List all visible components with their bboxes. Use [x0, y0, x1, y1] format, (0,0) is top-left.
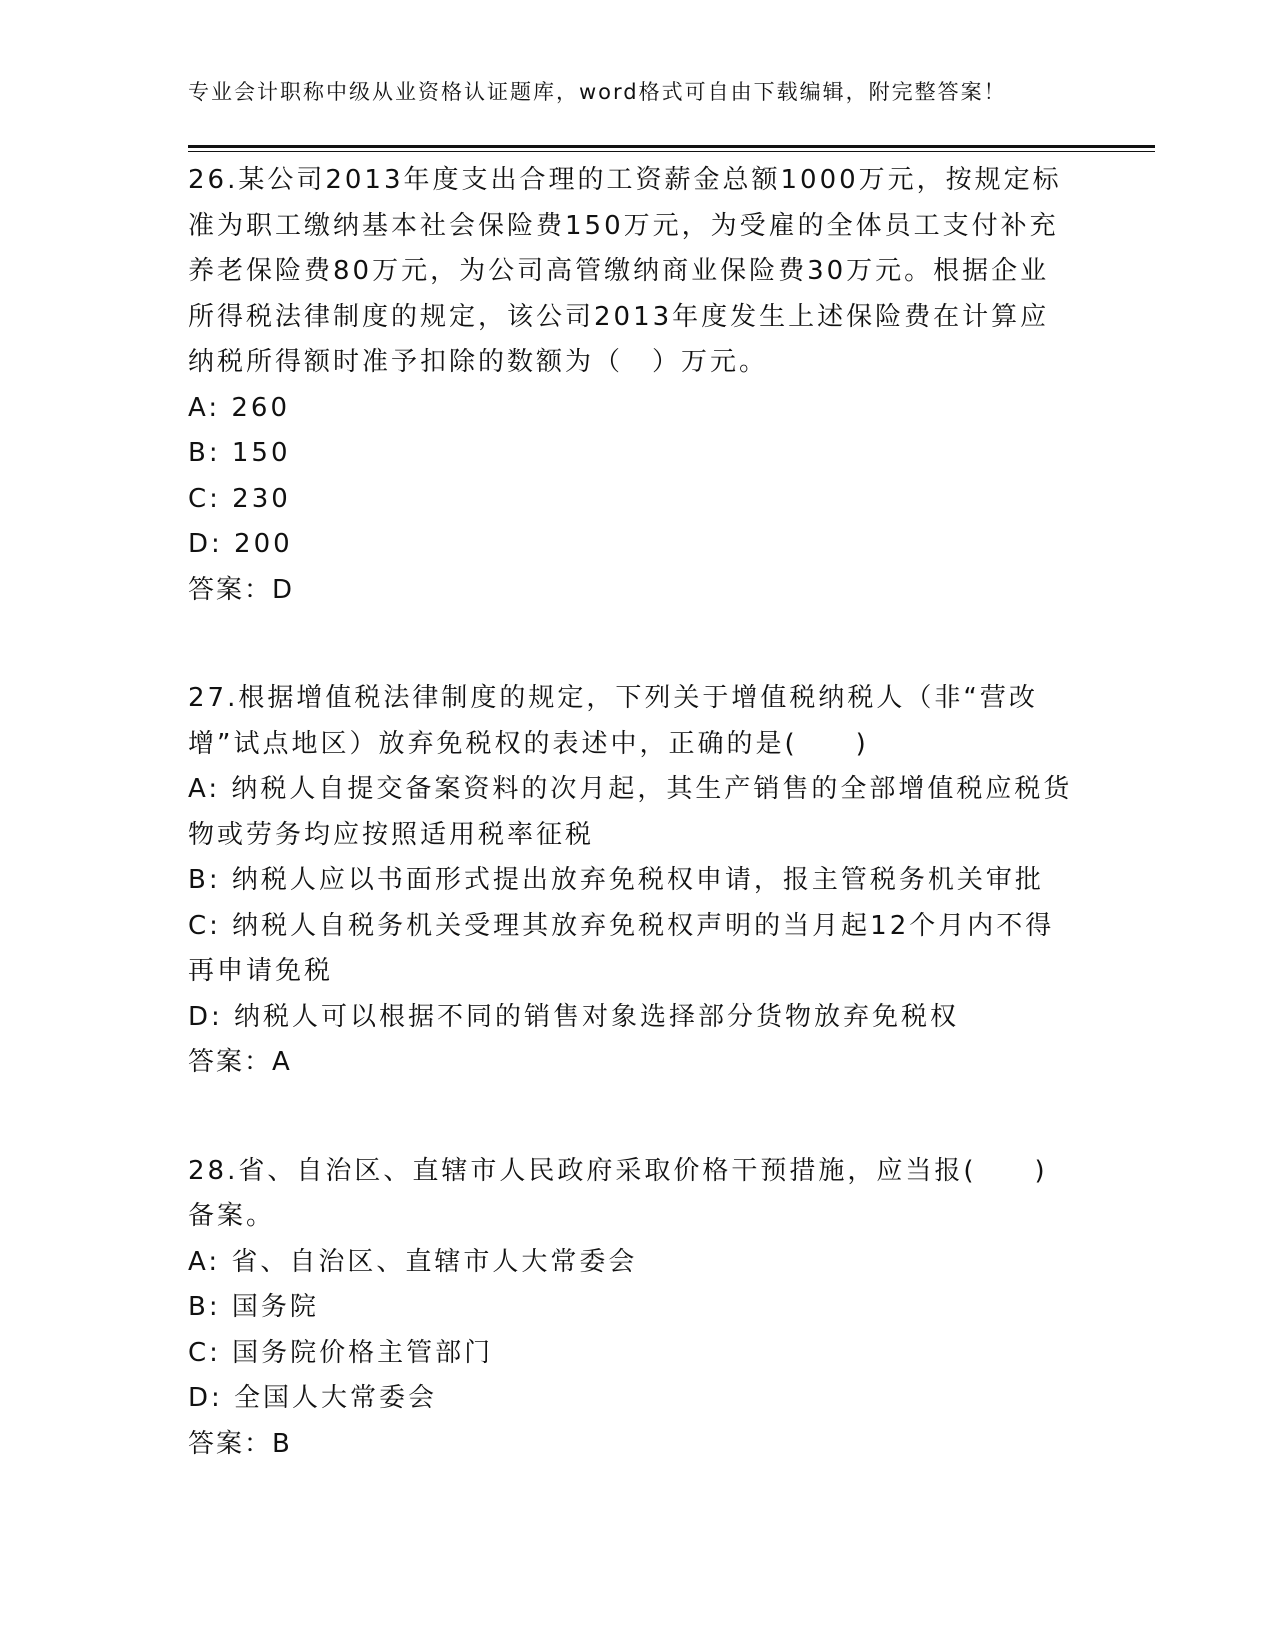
question-spacer [188, 613, 1073, 676]
question-spacer [188, 1086, 1073, 1149]
option-d: D: 200 [188, 529, 293, 559]
answer-label: 答案：A [188, 1047, 292, 1077]
header-rule-thin [188, 151, 1155, 152]
option-b: B: 纳税人应以书面形式提出放弃免税权申请，报主管税务机关审批 [188, 865, 1044, 895]
question-stem: 28.省、自治区、直辖市人民政府采取价格干预措施，应当报( )备案。 [188, 1155, 1048, 1231]
option-d: D: 全国人大常委会 [188, 1383, 438, 1413]
question-list [188, 158, 1073, 1467]
header-rule-thick [188, 145, 1155, 148]
option-b: B: 150 [188, 438, 291, 468]
option-c: C: 国务院价格主管部门 [188, 1337, 494, 1368]
option-c: C: 纳税人自税务机关受理其放弃免税权声明的当月起12个月内不得再申请免税 [188, 910, 1055, 986]
option-b: B: 国务院 [188, 1292, 319, 1322]
question-stem: 27.根据增值税法律制度的规定，下列关于增值税纳税人（非“营改增”试点地区）放弃免税权的表述中，正确的是( ) [188, 683, 1038, 759]
question-stem: 26.某公司2013年度支出合理的工资薪金总额1000万元，按规定标准为职工缴纳基本社会保险费150万元，为受雇的全体员工支付补充养老保险费80万元，为公司高管缴纳商业保险费30万元。根据企业所得税法律制度的规定，该公司2013年度发生上述保险费在计算应纳税所得额时准予扣除的数额为（ ）万元。 [188, 165, 1062, 377]
option-c: C: 230 [188, 483, 291, 514]
answer-label: 答案：D [188, 574, 295, 605]
option-a: A: 省、自治区、直辖市人大常委会 [188, 1246, 638, 1277]
answer-label: 答案：B [188, 1428, 292, 1459]
question-27 [188, 676, 1073, 1086]
option-d: D: 纳税人可以根据不同的销售对象选择部分货物放弃免税权 [188, 1001, 960, 1032]
page-header: 专业会计职称中级从业资格认证题库，word格式可自由下载编辑，附完整答案！ [188, 80, 1007, 104]
question-26 [188, 158, 1073, 613]
question-28 [188, 1149, 1073, 1468]
option-a: A: 纳税人自提交备案资料的次月起，其生产销售的全部增值税应税货物或劳务均应按照适用税率征税 [188, 774, 1073, 850]
option-a: A: 260 [188, 392, 290, 423]
